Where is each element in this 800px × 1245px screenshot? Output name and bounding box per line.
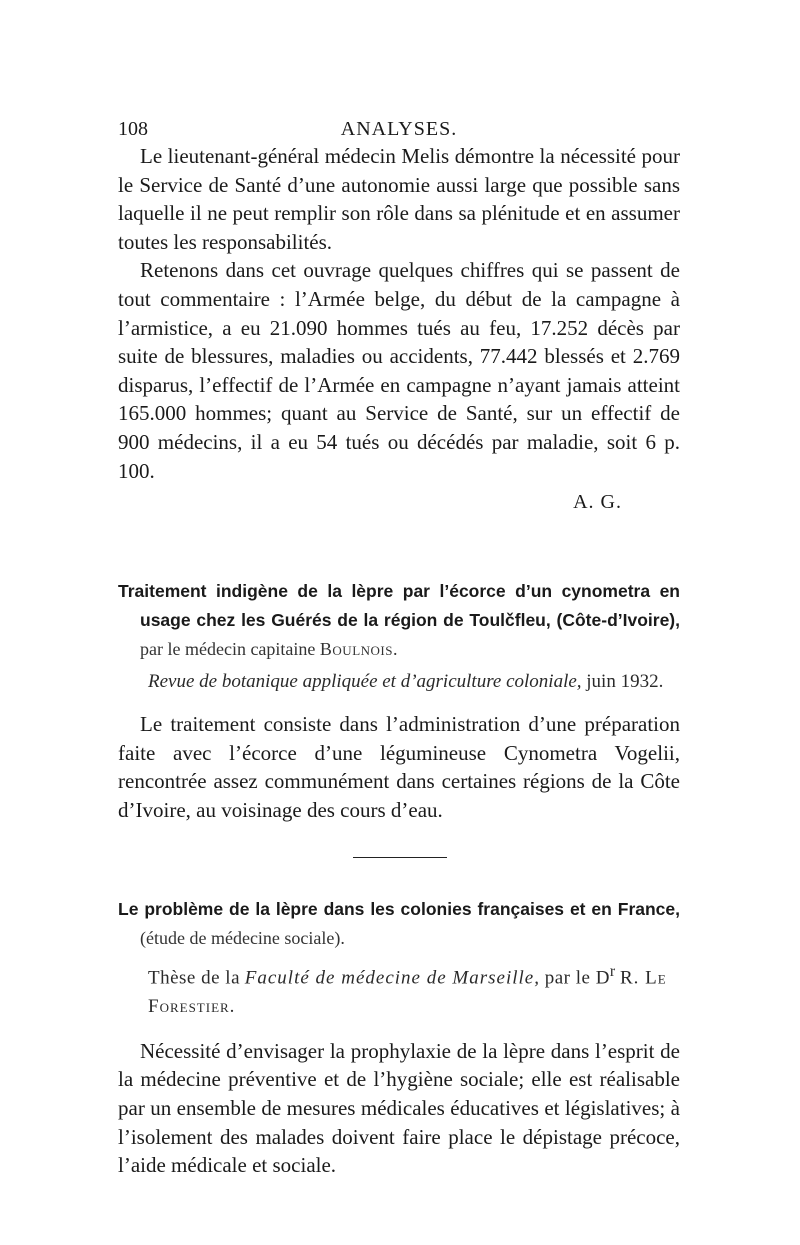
article-title-text: Le problème de la lèpre dans les colonies françaises et en France, <box>118 898 680 919</box>
source-prefix: Thèse de la <box>148 966 241 988</box>
section-divider <box>353 857 447 858</box>
article-source-these <box>118 957 680 1021</box>
section-melis <box>118 142 680 514</box>
article-title-text: Traitement indigène de la lèpre par l’écorce d’un cynometra en usage chez les Guérés de la région de Toulčfleu, (Côte-d’Ivoire), <box>118 581 680 631</box>
signature-initials: A. G. <box>573 491 622 514</box>
paragraph-prophylaxie: Nécessité d’envisager la prophylaxie de la lèpre dans l’esprit de la médecine préventive et de l’hygiène sociale; elle est réalisable par un ensemble de mesures médicales éducatives et législatives; à l’isolement des malades doivent faire place le dépistage précoce, l’aide médicale et sociale. <box>118 1038 680 1178</box>
paragraph-melis-autonomy: Le lieutenant-général médecin Melis démontre la nécessité pour le Service de Santé d’une autonomie aussi large que possible sans laquelle il ne peut remplir son rôle dans sa plénitude et en assumer toutes les responsabilités. <box>118 144 680 254</box>
source-author: R. Le Forestier. <box>148 966 667 1017</box>
article-title-cynometra <box>118 577 680 664</box>
source-journal: Revue de botanique appliquée et d’agriculture coloniale, <box>148 671 582 693</box>
source-date: juin 1932. <box>586 671 664 693</box>
article-subtitle: (étude de médecine sociale). <box>140 927 345 948</box>
source-faculty: Faculté de médecine de Marseille, <box>244 966 540 988</box>
article-byline <box>140 639 398 659</box>
article-title-lepre <box>118 895 680 953</box>
byline-prefix: par le médecin capitaine <box>140 639 316 660</box>
running-head <box>118 112 680 142</box>
source-by-superscript: r <box>609 962 616 980</box>
paragraph-cynometra-treatment: Le traitement consiste dans l’administration d’une préparation faite avec l’écorce d’une légumineuse Cynometra Vogelii, rencontrée assez communément dans certaines régions de la Côte d’Ivoire, au voisinage des cours d’eau. <box>118 712 680 822</box>
page <box>118 112 680 1180</box>
source-by: par le D <box>544 966 610 988</box>
section-lepre-france <box>118 895 680 1180</box>
section-cynometra <box>118 577 680 824</box>
article-source-cynometra <box>118 667 680 696</box>
running-title: ANALYSES. <box>340 118 458 140</box>
page-number: 108 <box>118 118 148 140</box>
byline-author: Boulnois. <box>319 639 398 660</box>
paragraph-melis-statistics: Retenons dans cet ouvrage quelques chiffres qui se passent de tout commentaire : l’Armée belge, du début de la campagne à l’armistice, a eu 21.090 hommes tués au feu, 17.252 décès par suite de blessures, maladies ou accidents, 77.442 blessés et 2.769 disparus, l’effectif de l’Armée en campagne n’ayant jamais atteint 165.000 hommes; quant au Service de Santé, sur un effectif de 900 médecins, il a eu 54 tués ou décédés par maladie, soit 6 p. 100. <box>118 258 680 483</box>
